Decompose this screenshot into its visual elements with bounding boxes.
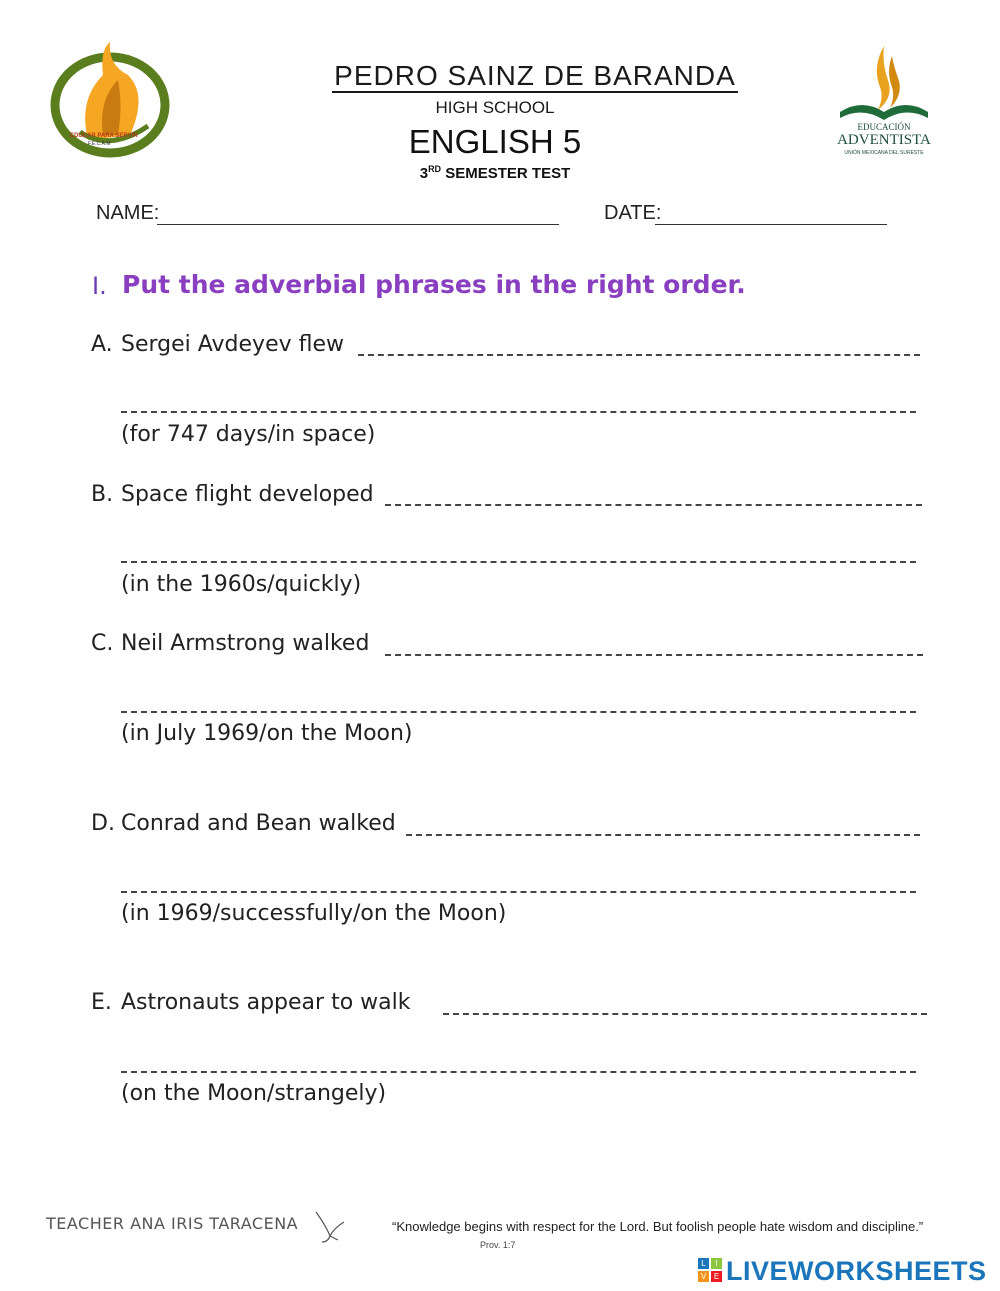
question-hint: (in 1969/successfully/on the Moon) [121,901,507,926]
question-stem: Neil Armstrong walked [121,631,370,656]
answer-line[interactable] [121,711,916,713]
date-field[interactable] [655,224,887,225]
logo-motto: EDUCAR PARA SERVIR [70,133,138,139]
school-name: PEDRO SAINZ DE BARANDA [334,60,736,91]
logo-line1: EDUCACIÓN [857,122,911,132]
answer-line[interactable] [121,1071,916,1073]
logo-ring-text [48,40,49,41]
test-name: 3RD SEMESTER TEST [419,164,571,182]
bird-doodle-icon [312,1206,348,1246]
question-hint: (in the 1960s/quickly) [121,572,362,597]
school-type: HIGH SCHOOL [435,98,555,117]
school-logo [48,40,173,160]
question-letter: D. [91,811,115,836]
liveworksheets-brand[interactable]: LIVEWORKSHEETS [726,1256,987,1286]
course-title: ENGLISH 5 [408,123,582,160]
answer-line[interactable] [443,1013,927,1015]
answer-line[interactable] [121,561,916,563]
instruction-text: Put the adverbial phrases in the right order. [122,270,746,299]
logo-abbrev: F.E.C.A.M [88,141,111,147]
adventist-logo [832,42,936,160]
question-letter: C. [91,631,114,656]
question-letter: B. [91,482,114,507]
name-label: NAME: [96,202,160,224]
question-hint: (in July 1969/on the Moon) [121,721,413,746]
answer-line[interactable] [121,891,916,893]
logo-line2: ADVENTISTA [837,132,931,148]
bible-quote: “Knowledge begins with respect for the Lord. But foolish people hate wisdom and discipline.” [392,1219,924,1234]
instruction-number: I. [92,272,107,300]
question-stem: Astronauts appear to walk [121,990,411,1015]
logo-line3: UNIÓN MEXICANA DEL SURESTE [844,150,924,156]
question-stem: Space flight developed [121,482,374,507]
name-field[interactable] [157,224,559,225]
answer-line[interactable] [385,654,923,656]
teacher-name: TEACHER ANA IRIS TARACENA [46,1214,299,1233]
quote-reference: Prov. 1:7 [480,1240,516,1250]
date-label: DATE: [604,202,662,224]
answer-line[interactable] [385,504,922,506]
answer-line[interactable] [358,354,920,356]
question-hint: (for 747 days/in space) [121,422,376,447]
answer-line[interactable] [406,834,920,836]
question-hint: (on the Moon/strangely) [121,1081,387,1106]
question-stem: Sergei Avdeyev flew [121,332,344,357]
liveworksheets-logo-icon: L I V E [698,1258,722,1282]
question-stem: Conrad and Bean walked [121,811,396,836]
question-letter: E. [91,990,112,1015]
answer-line[interactable] [121,411,916,413]
question-letter: A. [91,332,113,357]
